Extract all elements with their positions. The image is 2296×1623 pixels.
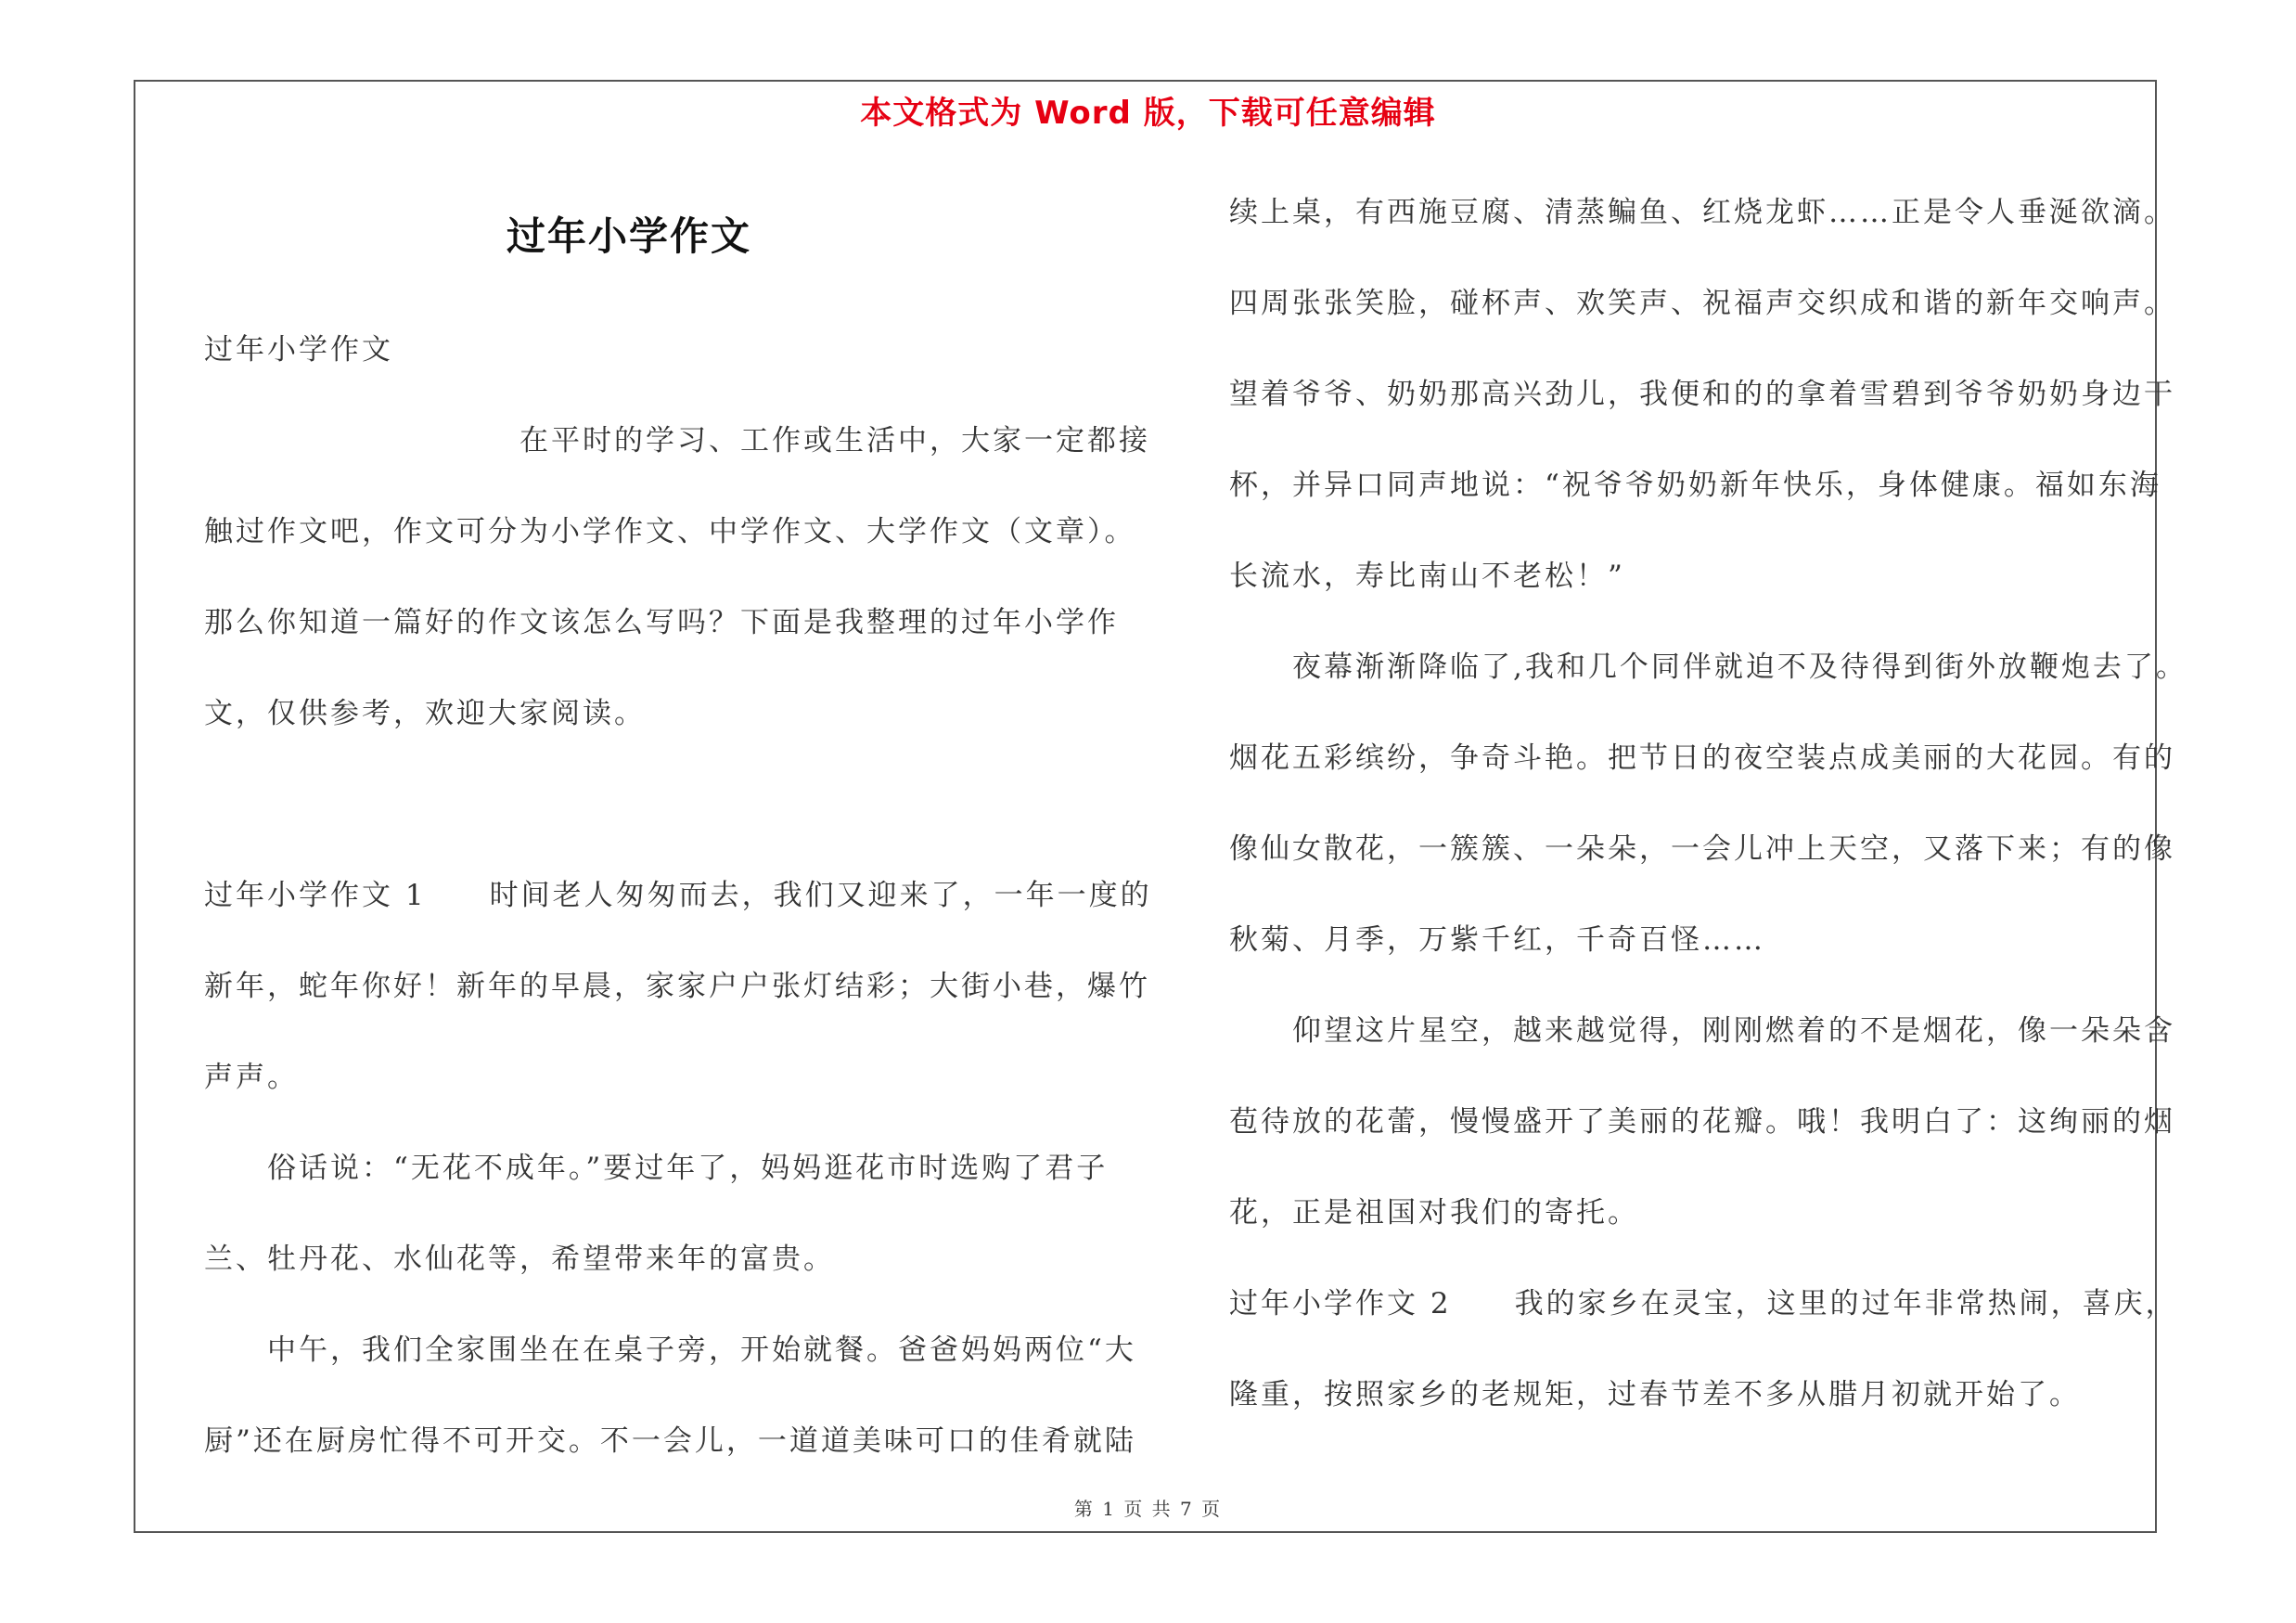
text-line: 四周张张笑脸，碰杯声、欢笑声、祝福声交织成和谐的新年交响声。 [1229, 287, 2175, 320]
text-line: 文，仅供参考，欢迎大家阅读。 [204, 697, 646, 730]
blank-line [204, 759, 1150, 850]
text-line: 夜幕渐渐降临了,我和几个同伴就迫不及待得到街外放鞭炮去了。 [1229, 650, 2187, 684]
document-title: 过年小学作文 [507, 213, 752, 259]
text-line: 续上桌，有西施豆腐、清蒸鳊鱼、红烧龙虾……正是令人垂涎欲滴。 [1229, 196, 2175, 229]
text-line: 新年，蛇年你好！新年的早晨，家家户户张灯结彩；大街小巷，爆竹 [204, 970, 1150, 1003]
text-line: 在平时的学习、工作或生活中，大家一定都接 [204, 424, 1150, 457]
text-line: 俗话说：“无花不成年。”要过年了，妈妈逛花市时选购了君子 [204, 1152, 1109, 1185]
text-line: 苞待放的花蕾，慢慢盛开了美丽的花瓣。哦！我明白了：这绚丽的烟 [1229, 1105, 2175, 1139]
right-text-column [1229, 167, 2187, 1440]
text-line: 过年小学作文 [204, 333, 393, 367]
left-text-column [204, 304, 1150, 1487]
text-line: 望着爷爷、奶奶那高兴劲儿，我便和的的拿着雪碧到爷爷奶奶身边干 [1229, 378, 2175, 411]
text-line: 过年小学作文 1 时间老人匆匆而去，我们又迎来了，一年一度的 [204, 879, 1152, 912]
text-line: 隆重，按照家乡的老规矩，过春节差不多从腊月初就开始了。 [1229, 1378, 2081, 1411]
page-number-footer: 第 1 页 共 7 页 [1073, 1498, 1223, 1520]
text-line: 像仙女散花，一簇簇、一朵朵，一会儿冲上天空，又落下来；有的像 [1229, 832, 2175, 866]
text-line: 秋菊、月季，万紫千红，千奇百怪…… [1229, 923, 1765, 957]
text-line: 过年小学作文 2 我的家乡在灵宝，这里的过年非常热闹，喜庆， [1229, 1287, 2177, 1320]
text-line: 声声。 [204, 1061, 299, 1094]
text-line: 那么你知道一篇好的作文该怎么写吗？下面是我整理的过年小学作 [204, 606, 1119, 639]
text-line: 中午，我们全家围坐在在桌子旁，开始就餐。爸爸妈妈两位“大 [204, 1333, 1136, 1367]
text-line: 触过作文吧，作文可分为小学作文、中学作文、大学作文（文章）。 [204, 515, 1136, 548]
text-line: 杯，并异口同声地说：“祝爷爷奶奶新年快乐，身体健康。福如东海 [1229, 469, 2161, 502]
text-line: 长流水，寿比南山不老松！” [1229, 560, 1625, 593]
text-line: 仰望这片星空，越来越觉得，刚刚燃着的不是烟花，像一朵朵含 [1229, 1014, 2175, 1048]
text-line: 烟花五彩缤纷，争奇斗艳。把节日的夜空装点成美丽的大花园。有的 [1229, 741, 2175, 775]
text-line: 花，正是祖国对我们的寄托。 [1229, 1196, 1639, 1230]
text-line: 厨”还在厨房忙得不可开交。不一会儿，一道道美味可口的佳肴就陆 [204, 1424, 1136, 1458]
text-line: 兰、牡丹花、水仙花等，希望带来年的富贵。 [204, 1243, 835, 1276]
word-format-banner: 本文格式为 Word 版，下载可任意编辑 [860, 95, 1436, 132]
